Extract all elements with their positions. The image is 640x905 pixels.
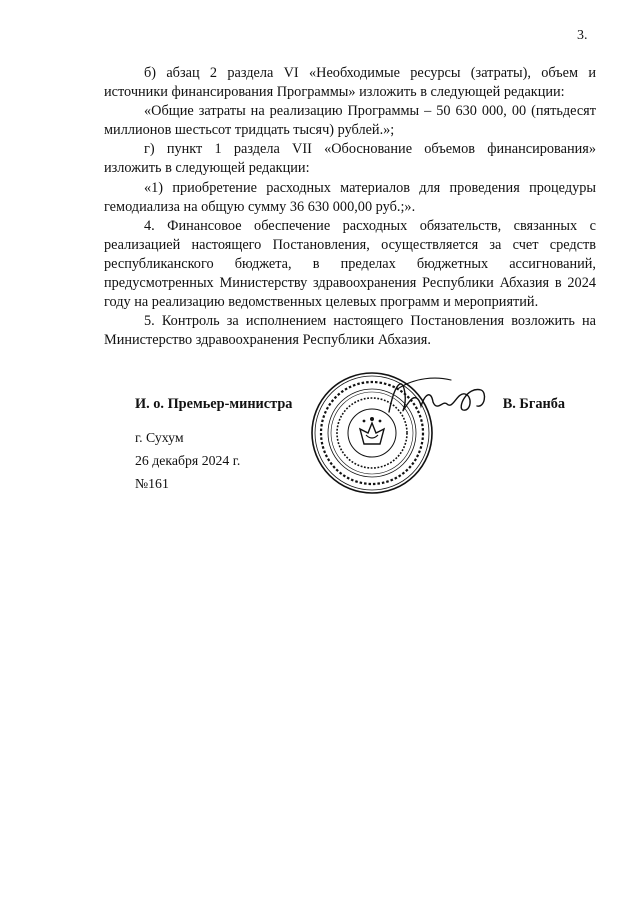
paragraph-5-control: 5. Контроль за исполнением настоящего Постановления возложить на Министерство здравоохранения Республики Абхазия. bbox=[104, 313, 596, 349]
paragraph-b: б) абзац 2 раздела VI «Необходимые ресурсы (затраты), объем и источники финансирования Программы» изложить в следующей редакции: bbox=[104, 65, 596, 101]
paragraph-total-costs: «Общие затраты на реализацию Программы – 50 630 000, 00 (пятьдесят миллионов шестьсот тридцать тысяч) рублей.»; bbox=[104, 103, 596, 139]
signing-date: 26 декабря 2024 г. bbox=[135, 453, 241, 468]
document-body bbox=[104, 64, 596, 350]
handwritten-signature bbox=[385, 372, 490, 424]
document-number: №161 bbox=[135, 476, 169, 491]
place-of-signing: г. Сухум bbox=[135, 430, 184, 445]
signatory-title: И. о. Премьер-министра bbox=[135, 396, 293, 412]
paragraph-4-financing: 4. Финансовое обеспечение расходных обязательств, связанных с реализацией настоящего Постановления, осуществляется за счет средств республиканского бюджета, в пределах бюджетных ассигнований, предусмотренных Министерству здравоохранения Республики Абхазия в 2024 году на реализацию ведомственных целевых программ и мероприятий. bbox=[104, 217, 596, 311]
signatory-name: В. Бганба bbox=[502, 396, 565, 412]
paragraph-hemodialysis: «1) приобретение расходных материалов для проведения процедуры гемодиализа на общую сумму 36 630 000,00 руб.;». bbox=[104, 179, 596, 215]
page-number: 3. bbox=[577, 28, 588, 43]
paragraph-g: г) пункт 1 раздела VII «Обоснование объемов финансирования» изложить в следующей редакции: bbox=[104, 141, 596, 177]
